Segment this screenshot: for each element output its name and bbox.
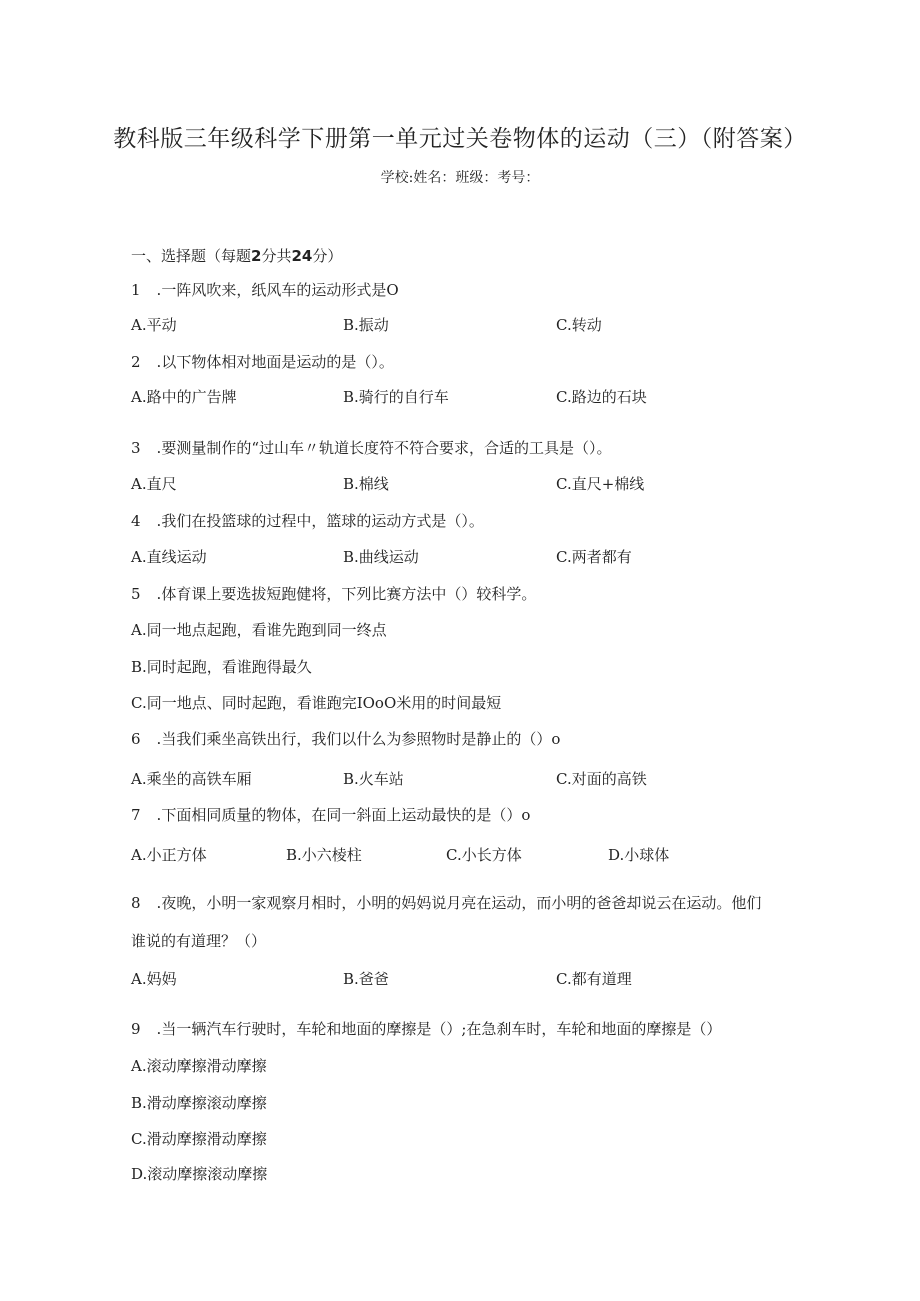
option-b: B.同时起跑，看谁跑得最久 [131,658,312,676]
question-text: .一阵风吹来，纸风车的运动形式是O [156,281,399,299]
question-text: .夜晚，小明一家观察月相时，小明的妈妈说月亮在运动，而小明的爸爸却说云在运动。他们 [156,894,762,912]
student-info-line: 学校:姓名：班级：考号： [380,170,540,186]
option-b: B.火车站 [343,770,404,788]
section-suffix: 分） [312,247,343,265]
question-6 [131,728,560,749]
section-prefix: 一、选择题（每题 [131,247,252,265]
option-c: C.小长方体 [446,846,522,864]
option-b: B.小六棱柱 [286,846,362,864]
question-text: .要测量制作的“过山车〃轨道长度符不符合要求，合适的工具是（）。 [156,439,612,457]
option-a: A.小正方体 [131,846,207,864]
option-b: B.曲线运动 [343,548,419,566]
section-mid: 分共 [261,247,292,265]
question-number: 7 [131,806,141,824]
section-heading [131,245,342,266]
option-c: C.同一地点、同时起跑，看谁跑完IOoO米用的时间最短 [131,694,502,712]
option-a: A.直线运动 [131,548,207,566]
question-2 [131,351,394,372]
option-b: B.振动 [343,316,389,334]
question-number: 5 [131,585,141,603]
option-c: C.路边的石块 [556,388,647,406]
section-points: 2 [251,247,262,265]
question-text: .当一辆汽车行驶时，车轮和地面的摩擦是（）;在急刹车时，车轮和地面的摩擦是（） [156,1020,722,1038]
question-number: 3 [131,439,141,457]
question-9 [131,1018,721,1039]
option-c: C.滑动摩擦滑动摩擦 [131,1130,267,1148]
question-1 [131,279,399,300]
question-text: .下面相同质量的物体，在同一斜面上运动最快的是（）o [156,806,531,824]
option-d: D.小球体 [608,846,670,864]
option-c: C.都有道理 [556,970,632,988]
option-c: C.对面的高铁 [556,770,647,788]
question-number: 2 [131,353,141,371]
question-text: .当我们乘坐高铁出行，我们以什么为参照物时是静止的（）o [156,730,561,748]
question-8 [131,892,761,913]
question-text: .以下物体相对地面是运动的是（）。 [156,353,394,371]
option-b: B.爸爸 [343,970,389,988]
section-total: 24 [291,247,313,265]
question-text: .我们在投篮球的过程中，篮球的运动方式是（）。 [156,512,484,530]
question-number: 4 [131,512,141,530]
option-b: B.棉线 [343,475,389,493]
question-7 [131,804,530,825]
question-text: .体育课上要选拔短跑健将，下列比赛方法中（）较科学。 [156,585,537,603]
question-number: 1 [131,281,141,299]
option-a: A.同一地点起跑，看谁先跑到同一终点 [131,621,387,639]
option-c: C.直尺+棉线 [556,475,645,493]
question-number: 6 [131,730,141,748]
document-title: 教科版三年级科学下册第一单元过关卷物体的运动（三）（附答案） [113,126,807,152]
question-5 [131,583,536,604]
question-3 [131,437,612,458]
option-a: A.滚动摩擦滑动摩擦 [131,1057,267,1075]
option-d: D.滚动摩擦滚动摩擦 [131,1165,268,1183]
option-c: C.两者都有 [556,548,632,566]
option-a: A.平动 [131,316,177,334]
option-a: A.直尺 [131,475,177,493]
option-a: A.路中的广告牌 [131,388,237,406]
option-b: B.骑行的自行车 [343,388,449,406]
question-number: 9 [131,1020,141,1038]
option-a: A.乘坐的高铁车厢 [131,770,252,788]
option-b: B.滑动摩擦滚动摩擦 [131,1094,267,1112]
question-4 [131,510,484,531]
option-a: A.妈妈 [131,970,177,988]
option-c: C.转动 [556,316,602,334]
question-number: 8 [131,894,141,912]
question-8-continuation: 谁说的有道理？（） [131,932,267,950]
